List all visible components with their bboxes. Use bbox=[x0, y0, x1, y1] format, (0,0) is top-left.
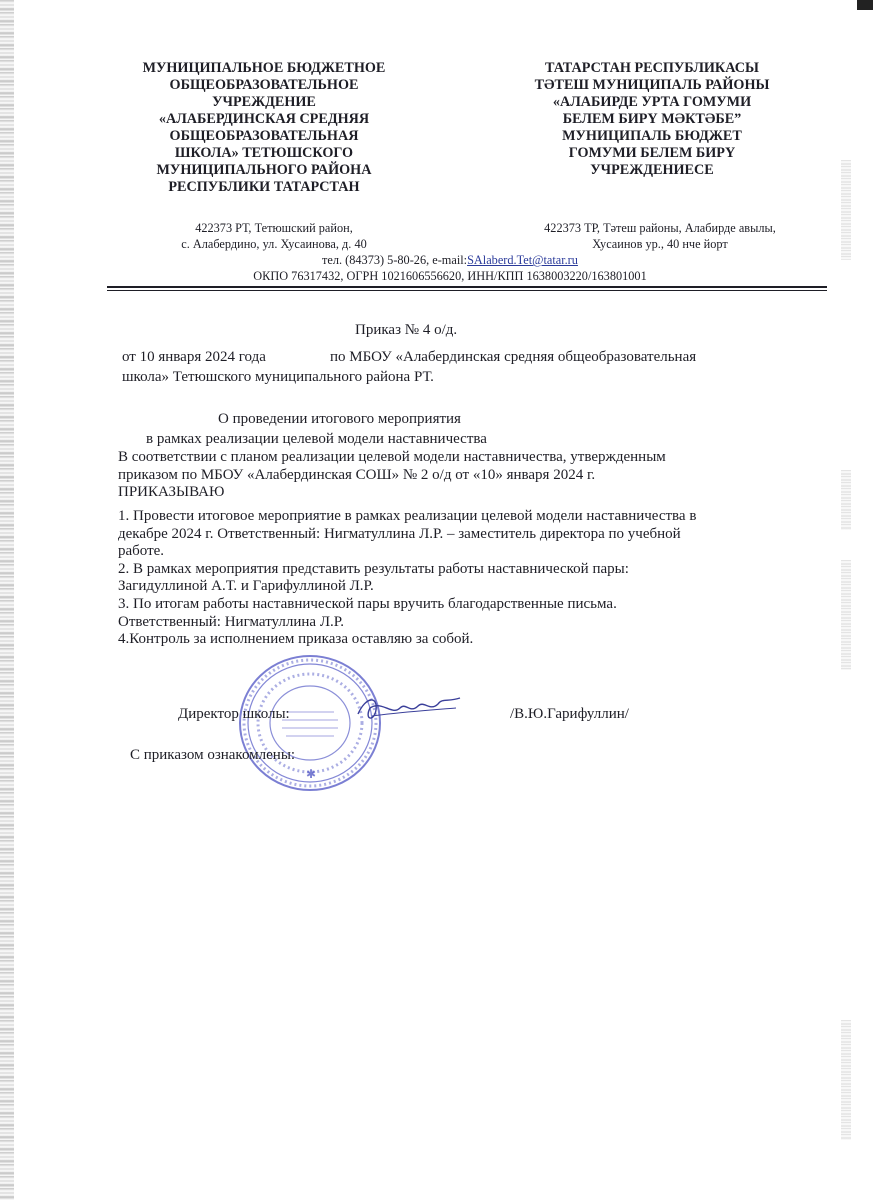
order-item-line: 4.Контроль за исполнением приказа оставляю за собой. bbox=[118, 631, 474, 648]
header-left-org-name bbox=[105, 60, 423, 196]
registry-line: ОКПО 76317432, ОГРН 1021606556620, ИНН/КПП 1638003220/163801001 bbox=[253, 269, 647, 283]
preamble-line: В соответствии с планом реализации целевой модели наставничества, утвержденным bbox=[118, 449, 666, 465]
order-item-line: 2. В рамках мероприятия представить результаты работы наставнической пары: bbox=[118, 560, 629, 577]
scan-noise-right bbox=[841, 160, 851, 260]
header-left-line: МУНИЦИПАЛЬНОГО РАЙОНА bbox=[156, 162, 372, 178]
order-number: Приказ № 4 о/д. bbox=[355, 322, 458, 338]
order-org-line: по МБОУ «Алабердинская средняя общеобразовательная bbox=[330, 349, 697, 365]
header-right-line: ТӘТЕШ МУНИЦИПАЛЬ РАЙОНЫ bbox=[534, 77, 770, 93]
header-left-line: МУНИЦИПАЛЬНОЕ БЮДЖЕТНОЕ bbox=[142, 60, 386, 76]
order-item-line: декабре 2024 г. Ответственный: Нигматуллина Л.Р. – заместитель директора по учебной bbox=[118, 525, 681, 542]
order-item-line: 1. Провести итоговое мероприятие в рамках реализации целевой модели наставничества в bbox=[118, 508, 697, 524]
address-left-line: 422373 РТ, Тетюшский район, bbox=[195, 221, 353, 235]
address-right-line: 422373 ТР, Тәтеш районы, Алабирде авылы, bbox=[544, 221, 776, 235]
address-left-line: с. Алабердино, ул. Хусаинова, д. 40 bbox=[181, 237, 367, 251]
header-right-line: МУНИЦИПАЛЬ БЮДЖЕТ bbox=[562, 128, 742, 144]
order-command: ПРИКАЗЫВАЮ bbox=[118, 484, 225, 501]
header-right-line: БЕЛЕМ БИРҮ МӘКТӘБЕ” bbox=[562, 111, 742, 127]
header-divider-thin bbox=[107, 290, 827, 291]
phone-line bbox=[220, 252, 680, 268]
header-left-line: ШКОЛА» ТЕТЮШСКОГО bbox=[174, 145, 354, 161]
header-right-line: УЧРЕЖДЕНИЕСЕ bbox=[590, 162, 714, 178]
order-org-line: школа» Тетюшского муниципального района РТ. bbox=[122, 369, 434, 385]
phone-text: тел. (84373) 5-80-26, e-mail: bbox=[322, 253, 468, 267]
order-items bbox=[118, 508, 818, 649]
order-item-line: работе. bbox=[118, 543, 165, 560]
address-right-line: Хусаинов ур., 40 нче йорт bbox=[592, 237, 728, 251]
header-left-line: РЕСПУБЛИКИ ТАТАРСТАН bbox=[168, 179, 360, 195]
header-right-line: ГОМУМИ БЕЛЕМ БИРҮ bbox=[568, 145, 736, 161]
order-subject: в рамках реализации целевой модели наставничества bbox=[146, 431, 487, 447]
acquainted-label: С приказом ознакомлены: bbox=[130, 747, 296, 763]
order-item-line: Ответственный: Нигматуллина Л.Р. bbox=[118, 613, 344, 630]
header-left-line: «АЛАБЕРДИНСКАЯ СРЕДНЯЯ bbox=[158, 111, 370, 127]
order-subject: О проведении итогового мероприятия bbox=[218, 411, 461, 427]
order-item-line: 3. По итогам работы наставнической пары вручить благодарственные письма. bbox=[118, 595, 617, 612]
signature-title: Директор школы: bbox=[178, 706, 290, 722]
header-left-line: ОБЩЕОБРАЗОВАТЕЛЬНОЕ bbox=[169, 77, 359, 93]
header-divider-thick bbox=[107, 286, 827, 288]
svg-text:✱: ✱ bbox=[306, 767, 317, 781]
contacts-block bbox=[220, 252, 680, 284]
signature-name: /В.Ю.Гарифуллин/ bbox=[510, 706, 629, 722]
preamble-line: приказом по МБОУ «Алабердинская СОШ» № 2 о/д от «10» января 2024 г. bbox=[118, 466, 596, 483]
order-item-line: Загидуллиной А.Т. и Гарифуллиной Л.Р. bbox=[118, 578, 374, 595]
scan-corner-mark bbox=[857, 0, 873, 10]
header-left-line: УЧРЕЖДЕНИЕ bbox=[212, 94, 316, 110]
scan-edge-noise bbox=[0, 0, 14, 1200]
address-right bbox=[500, 220, 820, 252]
scan-noise-right bbox=[841, 560, 851, 670]
email-link[interactable]: SAlaberd.Tet@tatar.ru bbox=[467, 253, 578, 267]
director-signature bbox=[352, 690, 464, 730]
address-left bbox=[155, 220, 393, 252]
header-right-org-name bbox=[478, 60, 826, 179]
order-preamble bbox=[118, 449, 818, 502]
scan-noise-right bbox=[841, 470, 851, 530]
header-left-line: ОБЩЕОБРАЗОВАТЕЛЬНАЯ bbox=[169, 128, 359, 144]
scan-noise-right bbox=[841, 1020, 851, 1140]
header-right-line: «АЛАБИРДЕ УРТА ГОМУМИ bbox=[552, 94, 752, 110]
order-date: от 10 января 2024 года bbox=[122, 349, 266, 365]
header-right-line: ТАТАРСТАН РЕСПУБЛИКАСЫ bbox=[545, 60, 759, 76]
